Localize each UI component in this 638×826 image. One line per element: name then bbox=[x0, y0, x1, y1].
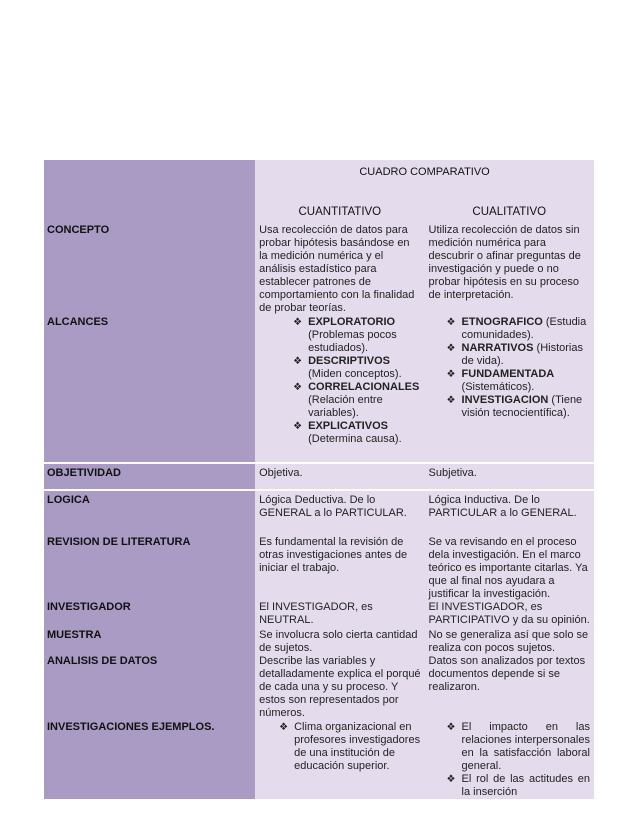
table-title: CUADRO COMPARATIVO bbox=[255, 160, 594, 202]
cell-cuantitativo: Lógica Deductiva. De lo GENERAL a lo PARTICULAR. bbox=[255, 490, 424, 530]
list-item-term: NARRATIVOS bbox=[461, 342, 534, 354]
list-item-term: ETNOGRAFICO bbox=[461, 316, 543, 328]
row-investigador bbox=[44, 601, 594, 629]
list-item-desc: (Miden conceptos). bbox=[308, 368, 402, 380]
row-label: ALCANCES bbox=[44, 316, 255, 463]
list-item-term: EXPLICATIVOS bbox=[308, 420, 388, 432]
row-alcances bbox=[44, 316, 594, 463]
list-item-term: FUNDAMENTADA bbox=[461, 368, 555, 380]
cell-cualitativo bbox=[425, 721, 594, 799]
row-analisis bbox=[44, 655, 594, 721]
list-item-term: DESCRIPTIVOS bbox=[308, 355, 391, 367]
list-item-desc: (Determina causa). bbox=[308, 433, 402, 445]
cell-cuantitativo bbox=[255, 721, 424, 799]
list-item-term: EXPLORATORIO bbox=[308, 316, 396, 328]
list-item bbox=[447, 394, 590, 420]
ejemplos-cuantitativo-list bbox=[259, 721, 420, 773]
row-logica bbox=[44, 490, 594, 530]
cell-cualitativo: Datos son analizados por textos documentos depende si se realizaron. bbox=[425, 655, 594, 721]
cell-cuantitativo bbox=[255, 316, 424, 463]
cell-cuantitativo: Usa recolección de datos para probar hipótesis basándose en la medición numérica y el análisis estadístico para establecer patrones de comportamiento con la finalidad de probar teorías. bbox=[255, 222, 424, 316]
row-label: OBJETIVIDAD bbox=[44, 463, 255, 490]
list-item bbox=[447, 342, 590, 368]
list-item bbox=[447, 316, 590, 342]
cell-cuantitativo: El INVESTIGADOR, es NEUTRAL. bbox=[255, 601, 424, 629]
list-item: ❖ El rol de las actitudes en la inserción bbox=[447, 773, 590, 799]
list-item bbox=[293, 420, 420, 446]
cell-cuantitativo: Es fundamental la revisión de otras investigaciones antes de iniciar el trabajo. bbox=[255, 530, 424, 601]
cell-cualitativo: Subjetiva. bbox=[425, 463, 594, 490]
list-item-desc: (Sistemáticos). bbox=[461, 381, 535, 393]
row-objetividad bbox=[44, 463, 594, 490]
cell-cualitativo: Se va revisando en el proceso dela investigación. En el marco teórico es importante citarlas. Ya que al final nos ayudara a justificar la investigación. bbox=[425, 530, 594, 601]
cell-cuantitativo: Describe las variables y detalladamente explica el porqué de cada una y su proceso. Y estos son representados por números. bbox=[255, 655, 424, 721]
row-label: LOGICA bbox=[44, 490, 255, 530]
header-cualitativo: CUALITATIVO bbox=[425, 202, 594, 222]
cell-cualitativo: Utiliza recolección de datos sin medición numérica para descubrir o afinar preguntas de investigación y puede o no probar hipótesis en su proceso de interpretación. bbox=[425, 222, 594, 316]
row-label: INVESTIGACIONES EJEMPLOS. bbox=[44, 721, 255, 799]
list-item-desc: (Estudia comunidades). bbox=[461, 316, 587, 341]
alcances-cualitativo-list bbox=[429, 316, 590, 420]
list-item-desc: (Relación entre variables). bbox=[308, 394, 383, 419]
cell-cuantitativo: Objetiva. bbox=[255, 463, 424, 490]
ejemplos-cualitativo-list bbox=[429, 721, 590, 799]
list-item-desc: (Historias de vida). bbox=[461, 342, 583, 367]
header-empty-cell bbox=[44, 202, 255, 222]
header-cuantitativo: CUANTITATIVO bbox=[255, 202, 424, 222]
corner-cell bbox=[44, 160, 255, 202]
row-label: CONCEPTO bbox=[44, 222, 255, 316]
row-concepto bbox=[44, 222, 594, 316]
row-revision bbox=[44, 530, 594, 601]
list-item bbox=[293, 381, 420, 420]
row-ejemplos bbox=[44, 721, 594, 799]
list-item-term: CORRELACIONALES bbox=[308, 381, 420, 393]
list-item: ❖ El impacto en las relaciones interpersonales en la satisfacción laboral general. bbox=[447, 721, 590, 773]
cell-cualitativo: No se generaliza así que solo se realiza con pocos sujetos. bbox=[425, 629, 594, 655]
row-muestra bbox=[44, 629, 594, 655]
list-item bbox=[293, 316, 420, 355]
list-item: ❖ Clima organizacional en profesores investigadores de una institución de educación superior. bbox=[279, 721, 420, 773]
row-label: MUESTRA bbox=[44, 629, 255, 655]
cell-cualitativo: Lógica Inductiva. De lo PARTICULAR a lo GENERAL. bbox=[425, 490, 594, 530]
list-item-desc: (Tiene visión tecnocientífica). bbox=[461, 394, 583, 419]
alcances-cuantitativo-list bbox=[259, 316, 420, 446]
row-label: REVISION DE LITERATURA bbox=[44, 530, 255, 601]
list-item-desc: (Problemas pocos estudiados). bbox=[308, 329, 397, 354]
list-item bbox=[447, 368, 590, 394]
comparison-table bbox=[44, 160, 594, 799]
cell-cualitativo bbox=[425, 316, 594, 463]
cell-cuantitativo: Se involucra solo cierta cantidad de sujetos. bbox=[255, 629, 424, 655]
list-item bbox=[293, 355, 420, 381]
row-label: INVESTIGADOR bbox=[44, 601, 255, 629]
list-item-term: INVESTIGACION bbox=[461, 394, 549, 406]
cell-cualitativo: El INVESTIGADOR, es PARTICIPATIVO y da su opinión. bbox=[425, 601, 594, 629]
row-label: ANALISIS DE DATOS bbox=[44, 655, 255, 721]
